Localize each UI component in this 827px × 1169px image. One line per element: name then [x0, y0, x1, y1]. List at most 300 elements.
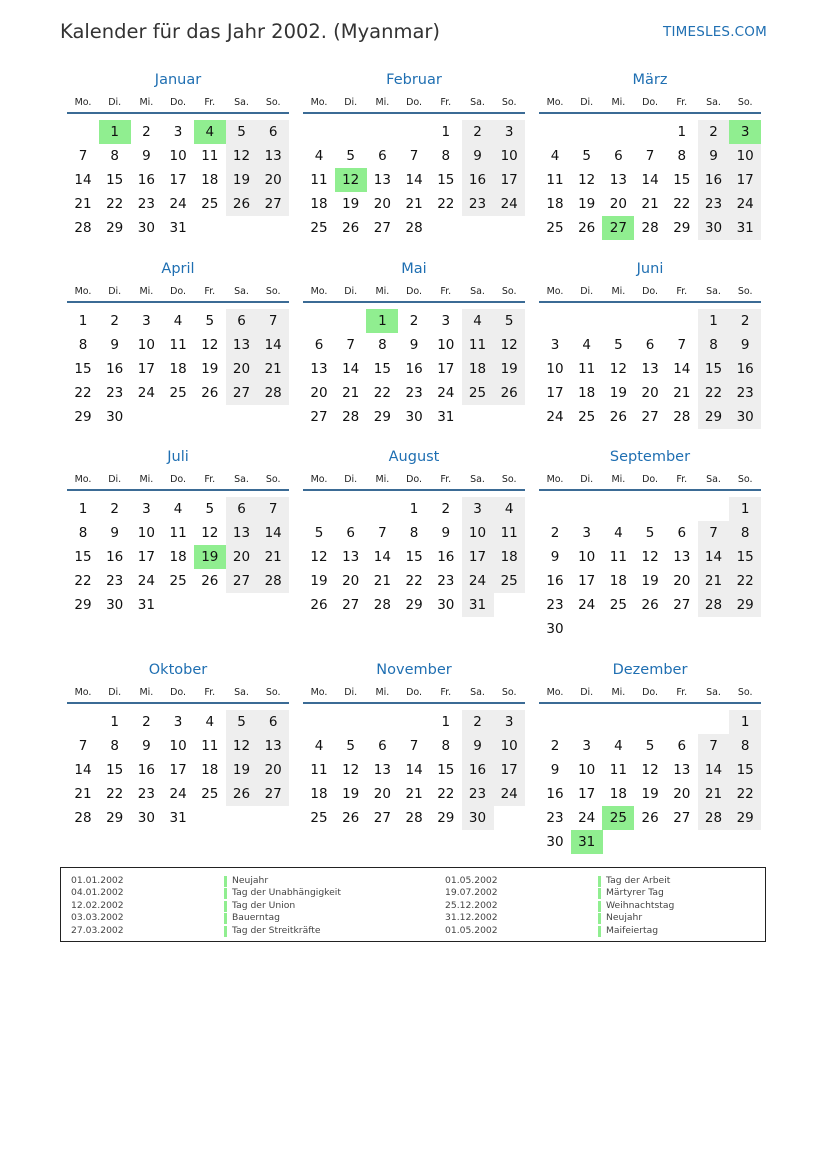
- weekday-label: Do.: [406, 474, 423, 485]
- day-cell: 18: [609, 786, 627, 802]
- day-cell: 15: [106, 172, 124, 188]
- day-cell: 8: [78, 525, 88, 541]
- day-cell: 19: [226, 168, 258, 192]
- day-cell: 30: [462, 806, 494, 830]
- day-cell: 28: [698, 806, 730, 830]
- weekday-label: So.: [737, 474, 753, 485]
- day-cell: 19: [609, 385, 627, 401]
- day-cell: 1: [78, 501, 88, 517]
- day-cell: 1: [698, 309, 730, 333]
- weekday-label: Mo.: [546, 97, 564, 108]
- day-grid: [67, 114, 289, 259]
- weekday-label: Mi.: [611, 474, 626, 485]
- day-cell: 21: [673, 385, 691, 401]
- day-cell: 1: [729, 497, 761, 521]
- day-cell: 1: [409, 501, 419, 517]
- weekday-header: [539, 474, 761, 488]
- day-cell: 7: [78, 738, 88, 754]
- holiday-marker-icon: [224, 926, 227, 937]
- day-cell: 21: [405, 786, 423, 802]
- day-cell: 14: [373, 549, 391, 565]
- day-cell: 28: [373, 597, 391, 613]
- day-cell: 8: [110, 148, 119, 164]
- day-cell: 10: [137, 525, 155, 541]
- weekday-label: Mi.: [375, 97, 390, 108]
- day-cell: 12: [201, 337, 219, 353]
- day-cell: 22: [74, 573, 92, 589]
- day-cell: 24: [169, 786, 187, 802]
- day-cell: 10: [578, 762, 596, 778]
- day-cell: 27: [641, 409, 659, 425]
- day-cell: 7: [677, 337, 687, 353]
- weekday-label: Do.: [406, 687, 423, 698]
- weekday-label: Mi.: [611, 687, 626, 698]
- day-cell: 16: [462, 168, 494, 192]
- day-cell: 28: [405, 220, 423, 236]
- weekday-header: [67, 474, 289, 488]
- day-cell: 20: [609, 196, 627, 212]
- weekday-label: Di.: [344, 286, 358, 297]
- day-grid: [303, 114, 525, 259]
- day-cell: 21: [257, 357, 289, 381]
- day-cell: 17: [546, 385, 564, 401]
- day-cell: 15: [74, 549, 92, 565]
- day-cell: 6: [645, 337, 655, 353]
- day-cell: 29: [74, 409, 92, 425]
- day-cell: 6: [378, 148, 387, 164]
- day-cell: 27: [673, 810, 691, 826]
- weekday-label: So.: [265, 97, 281, 108]
- day-cell: 13: [609, 172, 627, 188]
- day-cell: 19: [342, 786, 360, 802]
- day-cell: 4: [314, 738, 324, 754]
- day-cell: 30: [405, 409, 423, 425]
- day-cell: 3: [173, 124, 183, 140]
- day-cell: 22: [106, 786, 124, 802]
- day-cell: 4: [173, 313, 183, 329]
- day-cell: 23: [546, 597, 564, 613]
- day-cell: 12: [493, 333, 525, 357]
- day-cell: 16: [137, 172, 155, 188]
- day-cell: 28: [641, 220, 659, 236]
- day-cell: 20: [226, 357, 258, 381]
- day-cell: 29: [698, 405, 730, 429]
- holiday-day-cell: 1: [366, 309, 398, 333]
- day-cell: 24: [462, 569, 494, 593]
- day-cell: 16: [106, 361, 124, 377]
- legend-date: 03.03.2002: [71, 912, 124, 924]
- weekday-label: Sa.: [234, 474, 249, 485]
- day-cell: 11: [310, 172, 328, 188]
- holiday-marker-icon: [598, 876, 601, 887]
- day-cell: 20: [226, 545, 258, 569]
- month-name: Juni: [636, 261, 664, 277]
- day-cell: 2: [409, 313, 419, 329]
- weekday-label: Fr.: [676, 474, 688, 485]
- day-cell: 8: [378, 337, 387, 353]
- weekday-label: Fr.: [440, 97, 452, 108]
- day-cell: 2: [729, 309, 761, 333]
- day-cell: 18: [546, 196, 564, 212]
- weekday-label: Do.: [642, 474, 659, 485]
- weekday-label: Sa.: [470, 97, 485, 108]
- day-cell: 22: [437, 786, 455, 802]
- weekday-header: [539, 286, 761, 300]
- day-cell: 27: [310, 409, 328, 425]
- day-cell: 26: [226, 192, 258, 216]
- weekday-label: So.: [737, 97, 753, 108]
- day-cell: 10: [169, 148, 187, 164]
- day-cell: 11: [546, 172, 564, 188]
- weekday-label: Mi.: [611, 97, 626, 108]
- day-cell: 12: [342, 762, 360, 778]
- weekday-label: Do.: [170, 687, 187, 698]
- day-cell: 12: [310, 549, 328, 565]
- day-cell: 8: [409, 525, 419, 541]
- day-cell: 5: [493, 309, 525, 333]
- day-cell: 9: [729, 333, 761, 357]
- day-cell: 14: [698, 545, 730, 569]
- day-cell: 12: [226, 734, 258, 758]
- day-cell: 20: [373, 196, 391, 212]
- holiday-day-cell: 31: [571, 830, 603, 854]
- day-cell: 23: [462, 192, 494, 216]
- day-cell: 16: [729, 357, 761, 381]
- day-cell: 20: [641, 385, 659, 401]
- day-cell: 24: [578, 597, 596, 613]
- day-cell: 27: [342, 597, 360, 613]
- day-cell: 13: [226, 521, 258, 545]
- day-cell: 17: [169, 172, 187, 188]
- day-cell: 17: [462, 545, 494, 569]
- weekday-header: [303, 687, 525, 701]
- weekday-label: Fr.: [440, 286, 452, 297]
- day-cell: 25: [201, 786, 219, 802]
- day-cell: 25: [546, 220, 564, 236]
- weekday-label: Sa.: [234, 687, 249, 698]
- weekday-label: Sa.: [706, 286, 721, 297]
- day-grid: [67, 491, 289, 636]
- day-cell: 24: [546, 409, 564, 425]
- day-cell: 18: [462, 357, 494, 381]
- month-name: Mai: [401, 261, 427, 277]
- day-cell: 11: [310, 762, 328, 778]
- day-cell: 21: [641, 196, 659, 212]
- day-cell: 13: [673, 762, 691, 778]
- month-name: Oktober: [148, 662, 208, 678]
- day-cell: 24: [493, 192, 525, 216]
- day-cell: 6: [378, 738, 387, 754]
- day-cell: 16: [437, 549, 455, 565]
- day-cell: 2: [110, 501, 119, 517]
- weekday-label: So.: [265, 474, 281, 485]
- weekday-label: Mo.: [74, 286, 92, 297]
- weekday-label: Fr.: [676, 286, 688, 297]
- day-cell: 7: [378, 525, 387, 541]
- weekday-header: [539, 97, 761, 111]
- day-cell: 29: [405, 597, 423, 613]
- day-cell: 13: [673, 549, 691, 565]
- day-cell: 4: [205, 714, 215, 730]
- day-cell: 22: [74, 385, 92, 401]
- day-cell: 11: [462, 333, 494, 357]
- day-cell: 18: [578, 385, 596, 401]
- day-cell: 14: [641, 172, 659, 188]
- day-cell: 29: [729, 593, 761, 617]
- holiday-marker-icon: [224, 901, 227, 912]
- day-cell: 2: [550, 525, 560, 541]
- holiday-marker-icon: [598, 901, 601, 912]
- day-cell: 23: [729, 381, 761, 405]
- weekday-label: Mi.: [139, 687, 154, 698]
- legend-holiday-name: Bauerntag: [232, 912, 280, 924]
- day-cell: 20: [342, 573, 360, 589]
- day-grid: [539, 491, 761, 636]
- day-cell: 14: [673, 361, 691, 377]
- legend-date: 27.03.2002: [71, 924, 124, 936]
- day-cell: 18: [169, 549, 187, 565]
- day-cell: 23: [698, 192, 730, 216]
- day-cell: 19: [641, 573, 659, 589]
- day-cell: 15: [729, 758, 761, 782]
- day-cell: 17: [437, 361, 455, 377]
- day-cell: 5: [614, 337, 623, 353]
- day-cell: 3: [441, 313, 451, 329]
- day-cell: 9: [462, 734, 494, 758]
- day-cell: 11: [169, 525, 187, 541]
- day-cell: 17: [729, 168, 761, 192]
- day-cell: 21: [405, 196, 423, 212]
- day-cell: 30: [106, 597, 124, 613]
- day-cell: 19: [493, 357, 525, 381]
- legend-holiday-name: Neujahr: [606, 912, 643, 924]
- day-cell: 20: [673, 786, 691, 802]
- day-cell: 8: [441, 738, 451, 754]
- day-cell: 29: [74, 597, 92, 613]
- holiday-day-cell: 1: [99, 120, 131, 144]
- weekday-label: So.: [265, 687, 281, 698]
- day-cell: 7: [409, 738, 419, 754]
- day-cell: 24: [493, 782, 525, 806]
- day-cell: 3: [493, 710, 525, 734]
- day-cell: 14: [698, 758, 730, 782]
- day-cell: 7: [78, 148, 88, 164]
- weekday-label: Mo.: [74, 97, 92, 108]
- day-cell: 29: [437, 810, 455, 826]
- day-cell: 5: [226, 710, 258, 734]
- day-cell: 5: [205, 501, 215, 517]
- day-cell: 7: [346, 337, 355, 353]
- weekday-label: Mo.: [310, 286, 328, 297]
- legend-holiday-name: Märtyrer Tag: [606, 887, 664, 899]
- day-cell: 13: [257, 734, 289, 758]
- day-cell: 16: [106, 549, 124, 565]
- day-cell: 11: [201, 738, 219, 754]
- day-cell: 8: [110, 738, 119, 754]
- weekday-header: [303, 286, 525, 300]
- day-cell: 15: [437, 172, 455, 188]
- day-cell: 23: [137, 786, 155, 802]
- weekday-label: So.: [501, 286, 517, 297]
- legend-date: 19.07.2002: [445, 887, 498, 899]
- day-cell: 23: [106, 573, 124, 589]
- legend-holiday-name: Tag der Streitkräfte: [232, 924, 321, 936]
- weekday-label: Sa.: [234, 286, 249, 297]
- legend-date: 25.12.2002: [445, 899, 498, 911]
- day-cell: 3: [462, 497, 494, 521]
- day-cell: 10: [729, 144, 761, 168]
- day-cell: 2: [698, 120, 730, 144]
- day-cell: 2: [110, 313, 119, 329]
- day-cell: 8: [677, 148, 687, 164]
- holiday-day-cell: 19: [194, 545, 226, 569]
- month-name: September: [609, 449, 691, 465]
- holiday-day-cell: 27: [602, 216, 634, 240]
- day-cell: 28: [342, 409, 360, 425]
- day-cell: 14: [257, 521, 289, 545]
- day-cell: 7: [645, 148, 655, 164]
- day-cell: 25: [169, 573, 187, 589]
- day-cell: 27: [373, 810, 391, 826]
- day-cell: 10: [578, 549, 596, 565]
- legend-date: 04.01.2002: [71, 887, 124, 899]
- weekday-label: Mi.: [139, 286, 154, 297]
- day-cell: 31: [169, 810, 187, 826]
- day-cell: 9: [441, 525, 451, 541]
- day-cell: 7: [698, 734, 730, 758]
- day-cell: 8: [441, 148, 451, 164]
- day-cell: 9: [142, 148, 151, 164]
- day-cell: 14: [342, 361, 360, 377]
- day-cell: 29: [106, 810, 124, 826]
- weekday-label: Di.: [108, 286, 122, 297]
- legend-holiday-name: Maifeiertag: [606, 924, 659, 936]
- day-cell: 21: [373, 573, 391, 589]
- day-cell: 2: [462, 710, 494, 734]
- legend-holiday-name: Tag der Union: [232, 899, 296, 911]
- day-cell: 30: [437, 597, 455, 613]
- day-cell: 15: [698, 357, 730, 381]
- day-cell: 1: [441, 714, 451, 730]
- day-cell: 10: [169, 738, 187, 754]
- day-cell: 22: [729, 782, 761, 806]
- weekday-label: Do.: [642, 97, 659, 108]
- day-cell: 29: [729, 806, 761, 830]
- day-cell: 2: [462, 120, 494, 144]
- day-cell: 30: [137, 810, 155, 826]
- day-cell: 27: [257, 192, 289, 216]
- weekday-label: Mo.: [310, 687, 328, 698]
- legend-date: 01.05.2002: [445, 924, 498, 936]
- day-cell: 22: [405, 573, 423, 589]
- day-cell: 13: [226, 333, 258, 357]
- legend-holiday-name: Weihnachtstag: [606, 899, 675, 911]
- day-cell: 25: [609, 597, 627, 613]
- day-cell: 22: [698, 381, 730, 405]
- day-cell: 4: [493, 497, 525, 521]
- holiday-marker-icon: [224, 876, 227, 887]
- month-name: Februar: [386, 72, 442, 88]
- day-cell: 11: [609, 549, 627, 565]
- page-title: Kalender für das Jahr 2002. (Myanmar): [60, 20, 441, 43]
- day-cell: 25: [310, 220, 328, 236]
- day-cell: 30: [106, 409, 124, 425]
- day-cell: 5: [314, 525, 324, 541]
- legend-date: 01.05.2002: [445, 875, 498, 886]
- weekday-header: [539, 687, 761, 701]
- day-cell: 31: [437, 409, 455, 425]
- holiday-marker-icon: [224, 888, 227, 899]
- day-cell: 1: [729, 710, 761, 734]
- day-cell: 17: [493, 168, 525, 192]
- day-cell: 9: [550, 762, 560, 778]
- day-cell: 28: [698, 593, 730, 617]
- day-cell: 11: [493, 521, 525, 545]
- day-cell: 6: [314, 337, 324, 353]
- day-cell: 26: [342, 220, 360, 236]
- day-cell: 20: [257, 758, 289, 782]
- day-cell: 12: [609, 361, 627, 377]
- weekday-label: Mi.: [375, 474, 390, 485]
- day-cell: 4: [550, 148, 560, 164]
- day-cell: 23: [106, 385, 124, 401]
- day-cell: 21: [342, 385, 360, 401]
- day-cell: 24: [729, 192, 761, 216]
- day-cell: 3: [493, 120, 525, 144]
- day-cell: 19: [310, 573, 328, 589]
- day-cell: 29: [673, 220, 691, 236]
- weekday-label: Do.: [170, 286, 187, 297]
- day-cell: 12: [578, 172, 596, 188]
- day-cell: 20: [373, 786, 391, 802]
- weekday-label: Fr.: [204, 97, 216, 108]
- day-cell: 17: [493, 758, 525, 782]
- day-cell: 14: [257, 333, 289, 357]
- holiday-marker-icon: [598, 926, 601, 937]
- day-cell: 17: [578, 786, 596, 802]
- site-link[interactable]: TIMESLES.COM: [663, 24, 767, 40]
- day-cell: 18: [310, 786, 328, 802]
- day-cell: 23: [546, 810, 564, 826]
- month-name: November: [376, 662, 452, 678]
- day-cell: 12: [641, 762, 659, 778]
- day-cell: 3: [142, 501, 151, 517]
- day-cell: 18: [609, 573, 627, 589]
- day-cell: 9: [142, 738, 151, 754]
- weekday-label: So.: [265, 286, 281, 297]
- day-cell: 22: [106, 196, 124, 212]
- day-cell: 20: [310, 385, 328, 401]
- day-cell: 24: [137, 385, 155, 401]
- day-cell: 26: [201, 385, 219, 401]
- day-cell: 27: [373, 220, 391, 236]
- day-cell: 6: [677, 525, 687, 541]
- day-cell: 26: [641, 810, 659, 826]
- day-cell: 14: [405, 172, 423, 188]
- weekday-label: Mo.: [74, 474, 92, 485]
- holiday-day-cell: 3: [729, 120, 761, 144]
- weekday-label: Sa.: [470, 474, 485, 485]
- weekday-label: Di.: [108, 687, 122, 698]
- day-cell: 7: [698, 521, 730, 545]
- day-cell: 13: [641, 361, 659, 377]
- day-grid: [539, 704, 761, 849]
- day-cell: 4: [462, 309, 494, 333]
- legend-holiday-name: Tag der Arbeit: [606, 875, 671, 886]
- day-cell: 27: [257, 782, 289, 806]
- weekday-header: [67, 97, 289, 111]
- weekday-header: [303, 474, 525, 488]
